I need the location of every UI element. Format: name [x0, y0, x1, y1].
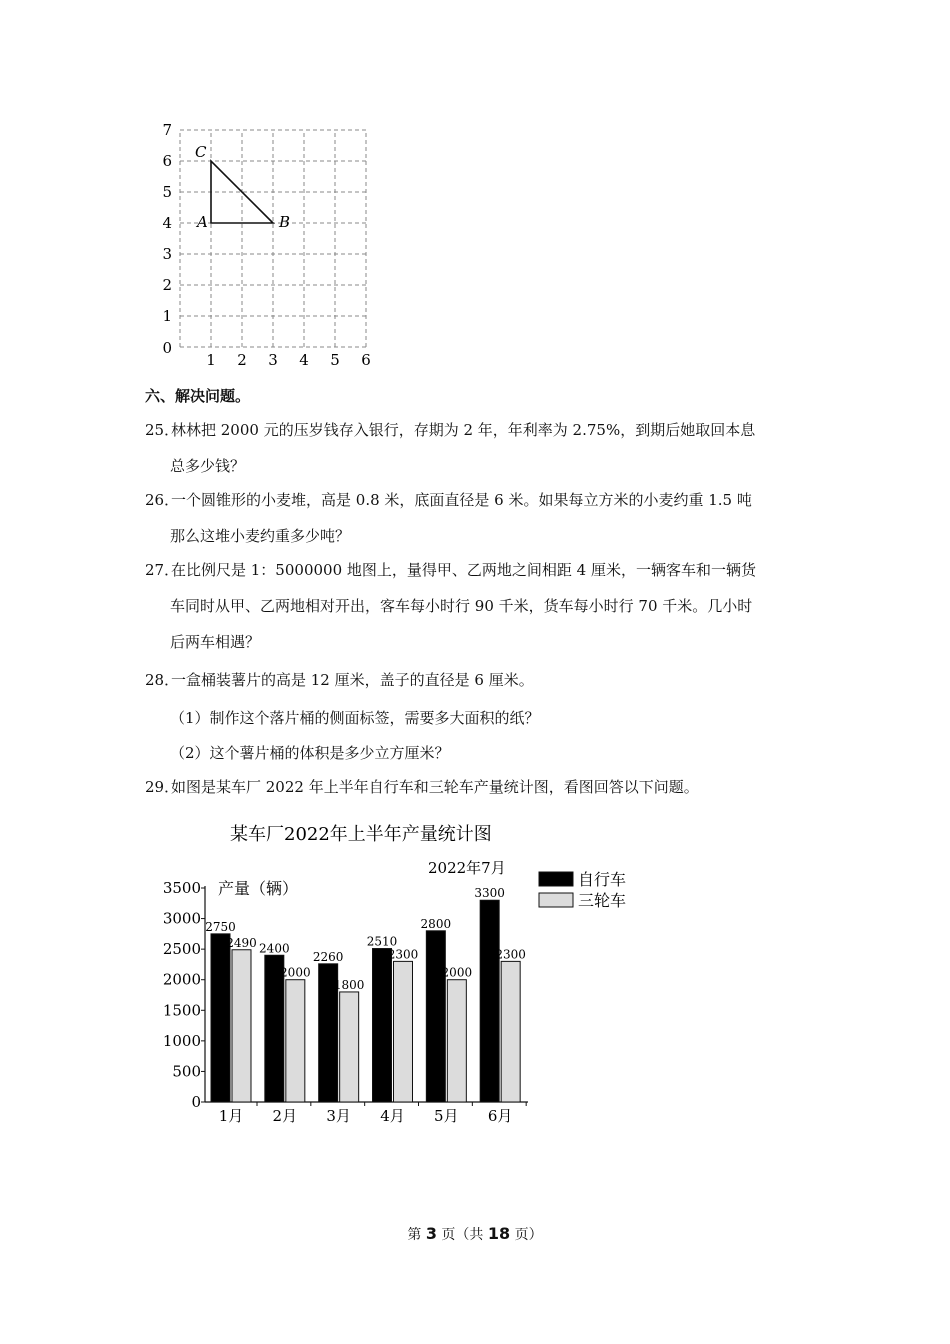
question-number: 27． [145, 561, 180, 579]
data-label: 2750 [205, 919, 236, 934]
bar-tricycle [447, 980, 466, 1102]
x-tick-label: 6月 [487, 1107, 513, 1125]
y-tick-label: 7 [162, 121, 172, 139]
footer-suffix: 页） [510, 1227, 543, 1243]
legend-swatch [539, 872, 573, 886]
sub-question: （2）这个薯片桶的体积是多少立方厘米？ [170, 744, 450, 762]
question-number: 28． [145, 671, 180, 689]
page-footer [0, 1224, 950, 1244]
footer-total-pages: 18 [487, 1224, 511, 1243]
x-tick-label: 1月 [218, 1107, 244, 1125]
question-text: 总多少钱？ [170, 457, 246, 475]
x-tick-label: 4 [299, 351, 309, 369]
bar-tricycle [286, 980, 305, 1102]
question-text: 林林把 2000 元的压岁钱存入银行，存期为 2 年，年利率为 2.75%，到期后她取回本息 [171, 421, 756, 439]
bar-bicycle [211, 934, 230, 1102]
point-label-a: A [197, 213, 208, 231]
y-tick-label: 1500 [162, 1001, 201, 1020]
x-tick-label: 3 [268, 351, 278, 369]
question-text: 车同时从甲、乙两地相对开出，客车每小时行 90 千米，货车每小时行 70 千米。几小时 [170, 597, 753, 615]
bar-bicycle [480, 900, 499, 1102]
x-tick-label: 6 [361, 351, 371, 369]
data-label: 3300 [474, 886, 505, 901]
point-label-c: C [195, 143, 207, 161]
y-tick-label: 2 [162, 276, 172, 294]
production-bar-chart [150, 815, 670, 1135]
question-line [145, 490, 752, 510]
question-line [170, 456, 245, 476]
question-text: 如图是某车厂 2022 年上半年自行车和三轮车产量统计图，看图回答以下问题。 [171, 778, 699, 796]
y-tick-label: 2000 [162, 970, 201, 989]
footer-middle: 页（共 [436, 1227, 488, 1243]
question-line [170, 596, 752, 616]
question-line [145, 777, 699, 797]
x-tick-label: 3月 [326, 1107, 351, 1125]
legend-label: 三轮车 [578, 891, 627, 910]
bar-tricycle [394, 961, 413, 1102]
x-tick-label: 5月 [434, 1107, 459, 1125]
y-tick-label: 2500 [162, 940, 201, 959]
question-number: 26． [145, 491, 180, 509]
bar-tricycle [501, 961, 520, 1102]
data-label: 2800 [420, 916, 452, 931]
question-line [145, 670, 534, 690]
data-label: 2000 [441, 965, 473, 980]
bar-bicycle [426, 931, 445, 1102]
y-tick-label: 3500 [162, 879, 201, 897]
y-tick-label: 0 [191, 1093, 201, 1111]
question-number: 29． [145, 778, 180, 796]
y-tick-label: 3000 [162, 909, 201, 928]
x-tick-label: 5 [330, 351, 340, 369]
y-tick-label: 6 [162, 152, 172, 170]
x-tick-label: 2月 [272, 1107, 298, 1125]
bar-tricycle [340, 992, 359, 1102]
chart-subtitle: 2022年7月 [428, 859, 506, 877]
point-label-b: B [279, 213, 291, 231]
footer-prefix: 第 [407, 1227, 426, 1243]
y-axis-label: 产量（辆） [218, 879, 299, 898]
y-tick-label: 1000 [162, 1031, 201, 1050]
x-tick-label: 2 [237, 351, 247, 369]
y-tick-label: 500 [172, 1062, 201, 1081]
x-tick-label: 4月 [380, 1107, 405, 1125]
data-label: 2300 [495, 947, 526, 962]
data-label: 2510 [366, 934, 398, 949]
data-label: 2490 [226, 935, 257, 950]
question-text: 那么这堆小麦约重多少吨？ [170, 527, 351, 545]
question-line [145, 420, 755, 440]
question-text: 后两车相遇？ [170, 633, 261, 651]
y-tick-label: 0 [162, 339, 172, 357]
legend-label: 自行车 [578, 870, 627, 889]
y-tick-label: 3 [162, 245, 172, 263]
section-title: 六、解决问题。 [145, 387, 251, 405]
legend-swatch [539, 893, 573, 907]
question-line [145, 560, 756, 580]
sub-question: （1）制作这个落片桶的侧面标签，需要多大面积的纸？ [170, 709, 540, 727]
y-tick-label: 5 [162, 183, 172, 201]
question-line [170, 526, 350, 546]
question-text: 在比例尺是 1：5000000 地图上，量得甲、乙两地之间相距 4 厘米，一辆客车和一辆货 [171, 561, 756, 579]
x-tick-label: 1 [206, 351, 216, 369]
data-label: 2300 [387, 947, 419, 962]
y-tick-label: 4 [162, 214, 172, 232]
data-label: 2400 [259, 941, 290, 956]
coordinate-grid-figure [150, 115, 380, 375]
data-label: 2260 [312, 949, 344, 964]
data-label: 2000 [280, 965, 311, 980]
question-text: 一个圆锥形的小麦堆，高是 0.8 米，底面直径是 6 米。如果每立方米的小麦约重 1.5 吨 [171, 491, 752, 509]
y-tick-label: 1 [162, 307, 172, 325]
data-label: 1800 [333, 977, 365, 992]
question-line [170, 632, 260, 652]
footer-page-number: 3 [425, 1224, 437, 1243]
question-text: 一盒桶装薯片的高是 12 厘米，盖子的直径是 6 厘米。 [171, 671, 534, 689]
question-number: 25． [145, 421, 180, 439]
bar-tricycle [232, 950, 251, 1102]
bar-bicycle [373, 949, 392, 1102]
chart-title: 某车厂2022年上半年产量统计图 [230, 824, 492, 845]
